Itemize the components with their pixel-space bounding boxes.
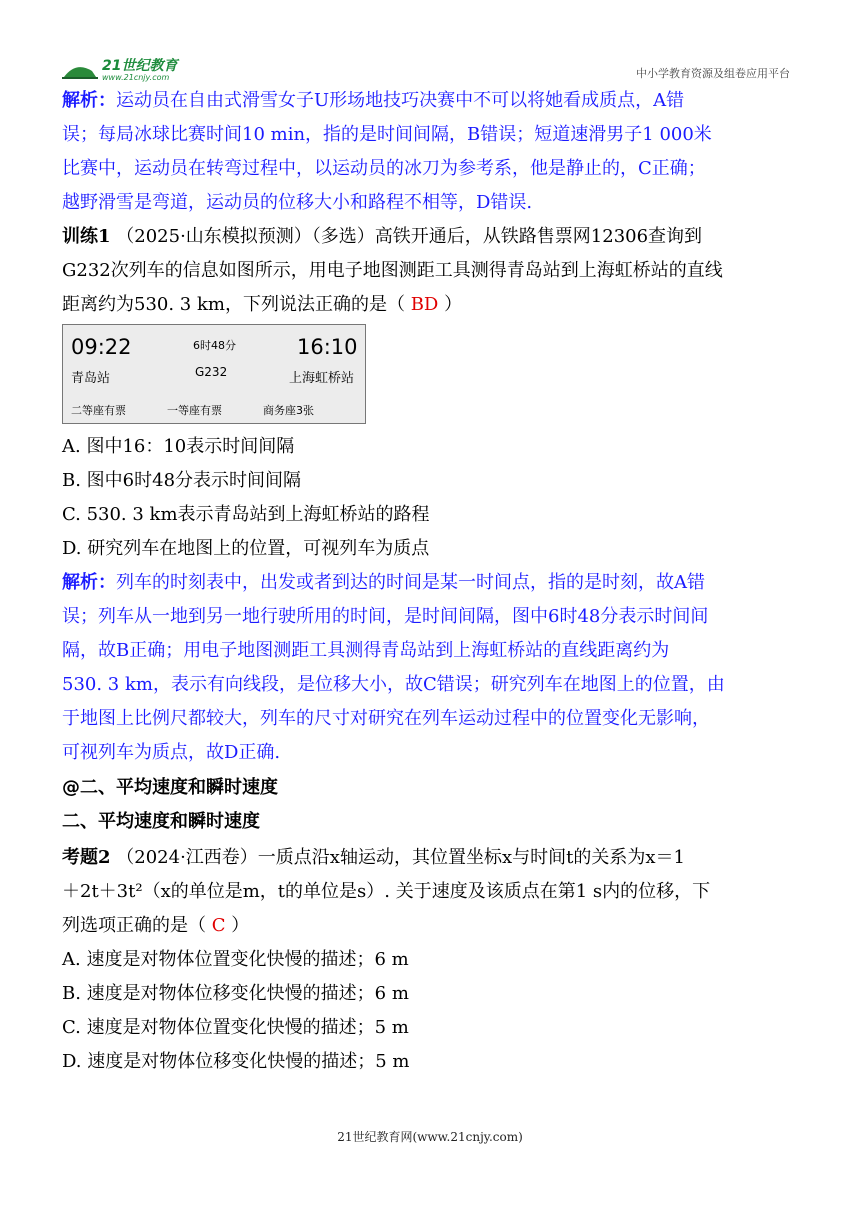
option-a: A. 图中16：10表示时间间隔	[62, 436, 295, 457]
exercise1-answer: BD	[410, 294, 439, 315]
problem2-line-2: ＋2t＋3t²（x的单位是m，t的单位是s）. 关于速度及该质点在第1 s内的位移，下	[62, 881, 711, 902]
explanation1-line-3: 比赛中，运动员在转弯过程中，以运动员的冰刀为参考系，他是静止的，C正确；	[62, 158, 706, 179]
depart-time: 09:22	[71, 335, 132, 359]
explanation1-line-2: 误；每局冰球比赛时间10 min，指的是时间间隔，B错误；短道速滑男子1 000米	[62, 124, 712, 145]
arrive-time: 16:10	[297, 335, 358, 359]
train-number: G232	[195, 365, 228, 379]
option-d: D. 研究列车在地图上的位置，可视列车为质点	[62, 538, 430, 559]
logo-text: 21世纪教育	[102, 58, 178, 74]
problem2-answer: C	[211, 915, 226, 936]
explanation1-line-1: 解析：运动员在自由式滑雪女子U形场地技巧决赛中不可以将她看成质点，A错	[62, 90, 685, 111]
explanation2-line-3: 隔，故B正确；用电子地图测距工具测得青岛站到上海虹桥站的直线距离约为	[62, 640, 670, 661]
page-header	[60, 55, 800, 85]
logo-mountain-icon	[62, 55, 222, 83]
explanation2-line-4: 530. 3 km，表示有向线段，是位移大小，故C错误；研究列车在地图上的位置，由	[62, 674, 725, 695]
explanation2-line-2: 误；列车从一地到另一地行驶所用的时间，是时间间隔，图中6时48分表示时间间	[62, 606, 709, 627]
exercise1-line-2: G232次列车的信息如图所示，用电子地图测距工具测得青岛站到上海虹桥站的直线	[62, 260, 723, 281]
explanation2-line-1: 解析：列车的时刻表中，出发或者到达的时间是某一时间点，指的是时刻，故A错	[62, 572, 705, 593]
section-heading: 二、平均速度和瞬时速度	[62, 811, 260, 832]
seat-first-class: 一等座有票	[167, 404, 222, 417]
explanation2-line-6: 可视列车为质点，故D正确.	[62, 742, 281, 763]
arrive-station: 上海虹桥站	[289, 371, 355, 386]
problem2-line-1: 考题2 （2024·江西卷）一质点沿x轴运动，其位置坐标x与时间t的关系为x＝1	[62, 847, 685, 868]
page-footer: 21世纪教育网(www.21cnjy.com)	[337, 1130, 523, 1144]
problem2-option-c: C. 速度是对物体位置变化快慢的描述；5 m	[62, 1017, 409, 1038]
problem2-line-3: 列选项正确的是（ C ）	[62, 915, 250, 936]
explanation2-line-5: 于地图上比例尺都较大，列车的尺寸对研究在列车运动过程中的位置变化无影响，	[62, 708, 710, 729]
explanation1-line-4: 越野滑雪是弯道，运动员的位移大小和路程不相等，D错误.	[62, 192, 533, 213]
logo-url: www.21cnjy.com	[102, 73, 170, 82]
site-logo	[62, 55, 222, 83]
section-heading-at: @二、平均速度和瞬时速度	[62, 777, 278, 798]
platform-name: 中小学教育资源及组卷应用平台	[636, 67, 790, 80]
exercise1-line-1: 训练1 （2025·山东模拟预测）（多选）高铁开通后，从铁路售票网12306查询到	[62, 226, 703, 247]
depart-station: 青岛站	[71, 371, 111, 386]
seat-second-class: 二等座有票	[71, 404, 126, 417]
train-ticket-image	[62, 324, 366, 424]
problem2-option-b: B. 速度是对物体位移变化快慢的描述；6 m	[62, 983, 409, 1004]
duration: 6时48分	[193, 339, 236, 352]
option-c: C. 530. 3 km表示青岛站到上海虹桥站的路程	[62, 504, 430, 525]
problem2-option-a: A. 速度是对物体位置变化快慢的描述；6 m	[62, 949, 409, 970]
option-b: B. 图中6时48分表示时间间隔	[62, 470, 302, 491]
problem2-option-d: D. 速度是对物体位移变化快慢的描述；5 m	[62, 1051, 410, 1072]
exercise1-line-3: 距离约为530. 3 km，下列说法正确的是（ BD ）	[62, 294, 463, 315]
seat-business-class: 商务座3张	[263, 404, 314, 417]
